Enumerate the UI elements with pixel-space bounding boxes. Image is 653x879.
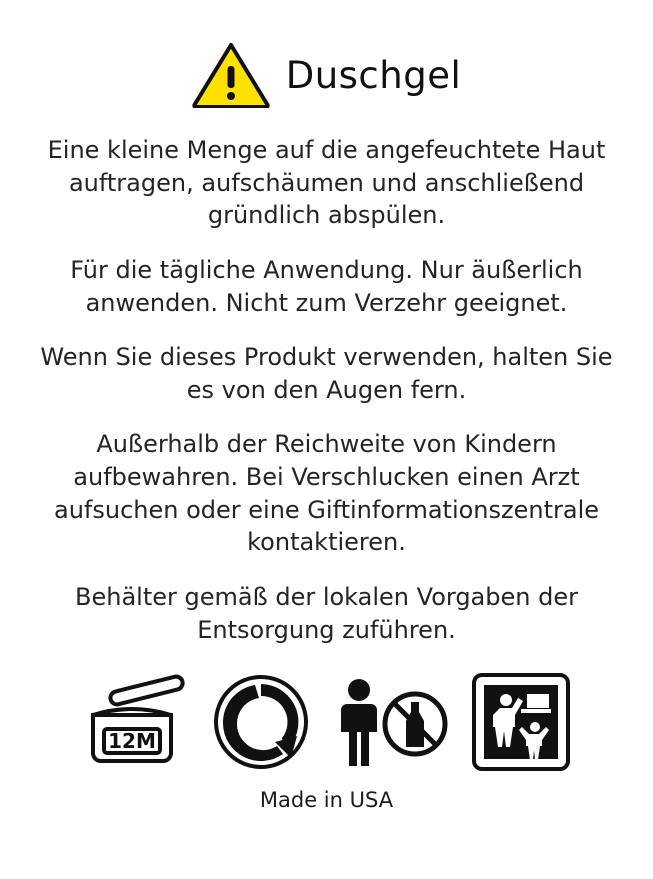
warning-triangle-icon [192,42,270,108]
made-in-text: Made in USA [259,788,394,813]
instruction-paragraph: Eine kleine Menge auf die angefeuchtete Haut auftragen, aufschäumen und anschließend gründlich abspülen. [47,136,606,230]
no-alcohol-icon [331,674,449,770]
page-title: Duschgel [285,53,462,97]
instruction-paragraph: Behälter gemäß der lokalen Vorgaben der Entsorgung zuführen. [75,582,578,644]
instruction-paragraph: Für die tägliche Anwendung. Nur äußerlich anwenden. Nicht zum Verzehr geeignet. [70,255,583,317]
instruction-paragraph: Wenn Sie dieses Produkt verwenden, halten Sie es von den Augen fern. [40,343,613,404]
period-after-opening-icon [83,673,191,771]
keep-away-from-children-icon [471,672,571,772]
title-row [192,42,462,108]
instruction-paragraph: Außerhalb der Reichweite von Kindern aufbewahren. Bei Verschlucken einen Arzt aufsuchen oder eine Giftinformationszentrale kontaktieren. [53,430,600,557]
pao-label: 12M [107,729,156,754]
green-dot-recycling-icon [213,674,309,770]
pictogram-row [83,672,571,772]
